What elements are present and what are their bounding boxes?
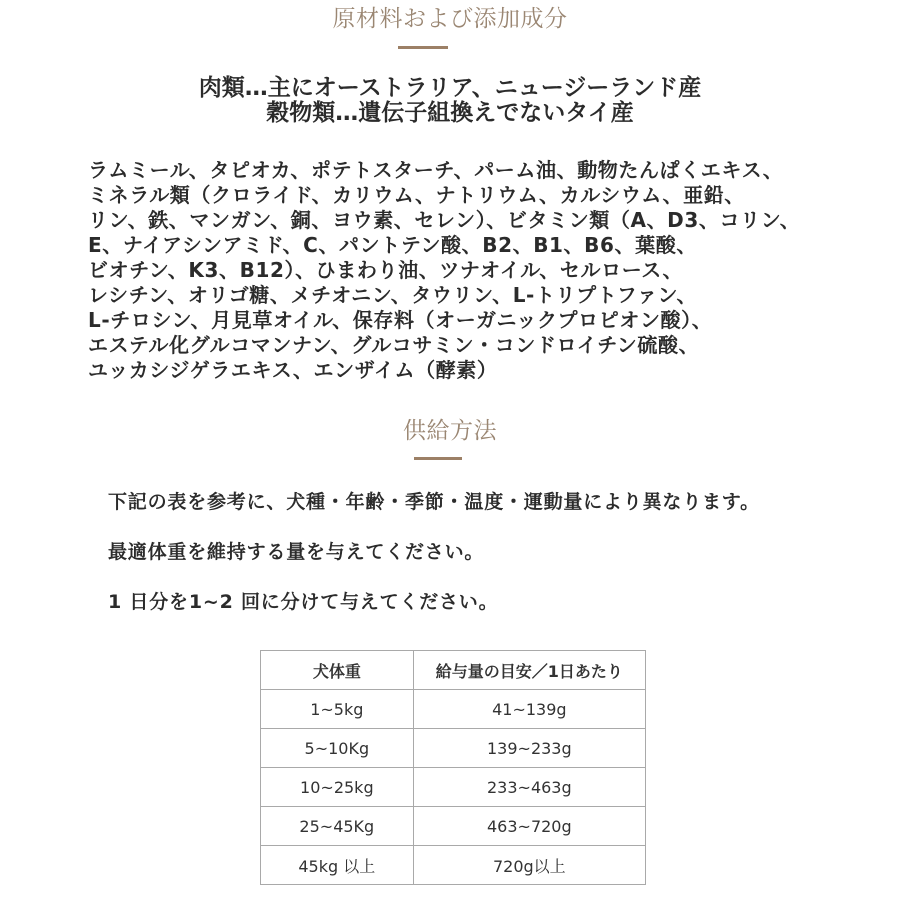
cell-weight: 1~5kg	[261, 690, 414, 729]
ingredient-line: レシチン、オリゴ糖、メチオニン、タウリン、L-トリプトファン、	[88, 283, 698, 307]
feeding-section-title: 供給方法	[403, 418, 497, 444]
cell-amount: 41~139g	[413, 690, 645, 729]
cell-amount: 463~720g	[413, 807, 645, 846]
instruction-line-2: 最適体重を維持する量を与えてください。	[108, 541, 485, 563]
table-row	[261, 690, 646, 729]
feeding-title-underline	[414, 457, 462, 460]
ingredients-title-underline	[398, 46, 448, 49]
cell-amount: 233~463g	[413, 768, 645, 807]
cell-weight: 45kg 以上	[261, 846, 414, 885]
ingredient-line: ユッカシジゲラエキス、エンザイム（酵素）	[88, 358, 498, 382]
header-daily-amount: 給与量の目安／1日あたり	[413, 651, 645, 690]
ingredients-section-title: 原材料および添加成分	[332, 6, 568, 32]
ingredient-line: ラムミール、タピオカ、ポテトスターチ、パーム油、動物たんぱくエキス、	[88, 158, 784, 182]
cell-weight: 25~45Kg	[261, 807, 414, 846]
cell-weight: 5~10Kg	[261, 729, 414, 768]
ingredient-line: リン、鉄、マンガン、銅、ヨウ素、セレン）、ビタミン類（A、D3、コリン、	[88, 208, 801, 232]
origin-grain: 穀物類…遺伝子組換えでないタイ産	[266, 100, 634, 126]
ingredient-line: L-チロシン、月見草オイル、保存料（オーガニックプロピオン酸）、	[88, 308, 713, 332]
table-header-row	[261, 651, 646, 690]
table-row	[261, 768, 646, 807]
cell-amount: 139~233g	[413, 729, 645, 768]
instruction-line-1: 下記の表を参考に、犬種・年齢・季節・温度・運動量により異なります。	[108, 491, 760, 513]
ingredient-line: E、ナイアシンアミド、C、パントテン酸、B2、B1、B6、葉酸、	[88, 233, 697, 257]
ingredient-line: ビオチン、K3、B12）、ひまわり油、ツナオイル、セルロース、	[88, 258, 684, 282]
table-row	[261, 807, 646, 846]
feeding-amount-table	[260, 650, 646, 885]
cell-amount: 720g以上	[413, 846, 645, 885]
table-row	[261, 846, 646, 885]
header-dog-weight: 犬体重	[261, 651, 414, 690]
ingredient-list	[88, 158, 868, 383]
table-row	[261, 729, 646, 768]
ingredient-line: ミネラル類（クロライド、カリウム、ナトリウム、カルシウム、亜鉛、	[88, 183, 745, 207]
cell-weight: 10~25kg	[261, 768, 414, 807]
origin-meat: 肉類…主にオーストラリア、ニュージーランド産	[198, 75, 702, 101]
ingredient-line: エステル化グルコマンナン、グルコサミン・コンドロイチン硫酸、	[88, 333, 700, 357]
instruction-line-3: 1 日分を1~2 回に分けて与えてください。	[108, 591, 499, 613]
